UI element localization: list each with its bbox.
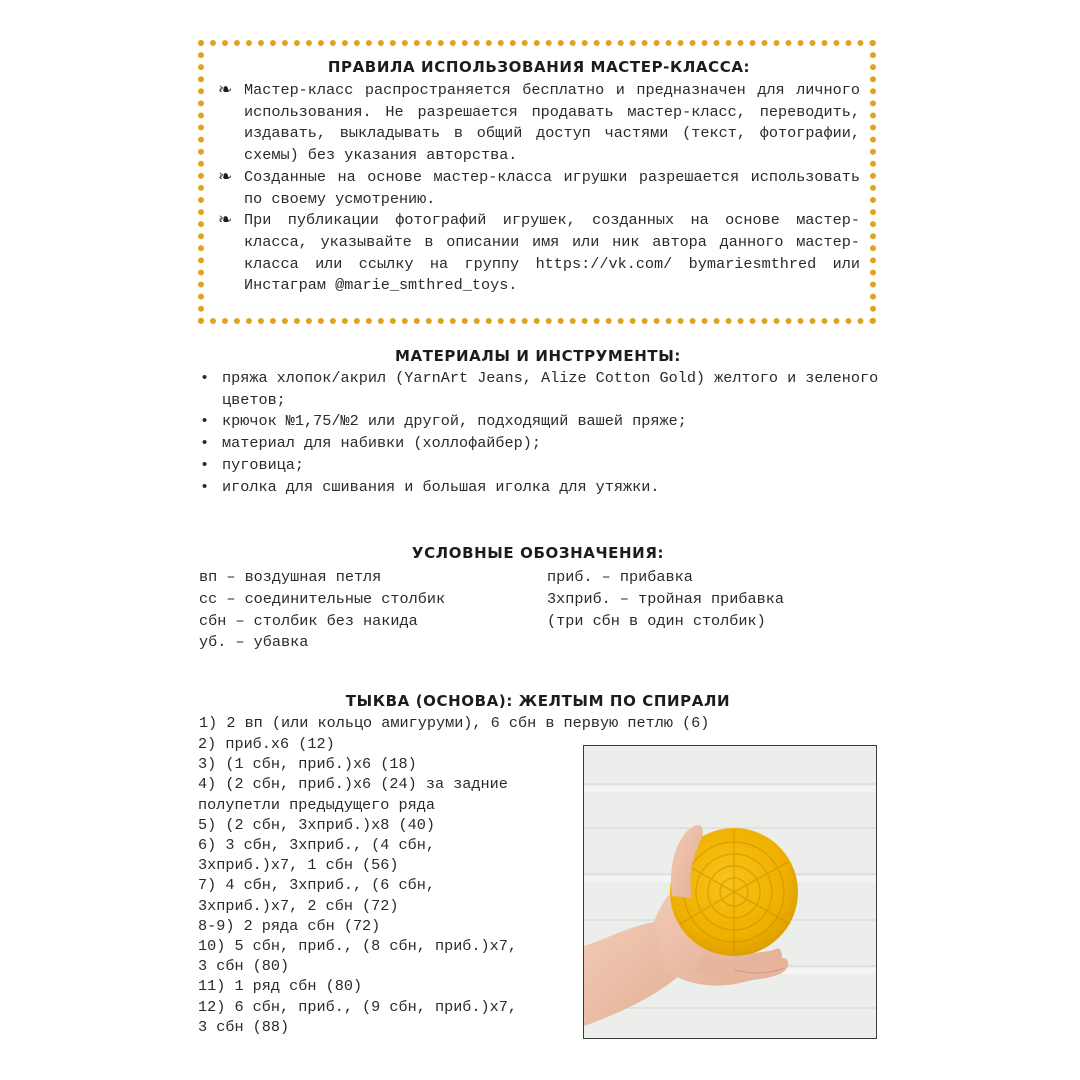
- step-line: 3хприб.)х7, 2 сбн (72): [198, 896, 399, 915]
- list-item: [198, 411, 888, 433]
- fleuron-bullet-icon: ❧: [218, 166, 233, 187]
- materials-title: МАТЕРИАЛЫ И ИНСТРУМЕНТЫ:: [395, 347, 681, 365]
- rule-item: [218, 167, 860, 210]
- bullet-icon: •: [200, 434, 210, 453]
- legend-entry: приб. – прибавка: [547, 568, 693, 586]
- step-line: 3) (1 сбн, приб.)х6 (18): [198, 755, 417, 774]
- legend-right-column: [547, 567, 784, 632]
- step-line: 3хприб.)х7, 1 сбн (56): [198, 856, 399, 875]
- step-line: 6) 3 сбн, 3хприб., (4 сбн,: [198, 836, 435, 855]
- legend-entry: 3хприб. – тройная прибавка: [547, 589, 784, 608]
- step-line: 4) (2 сбн, приб.)х6 (24) за задние: [198, 775, 508, 794]
- materials-list: [198, 368, 888, 498]
- legend-entry: уб. – убавка: [199, 633, 309, 652]
- rule-text: Мастер-класс распространяется бесплатно и предназначен для личного использования. Не разрешается продавать мастер-класс, переводить, издавать, выкладывать в общий доступ частями (текст, фотографии, схемы) без указания авторства.: [244, 81, 860, 165]
- legend-entry: сбн – столбик без накида: [199, 611, 418, 630]
- bullet-icon: •: [200, 412, 210, 431]
- pumpkin-title: ТЫКВА (ОСНОВА): ЖЕЛТЫМ ПО СПИРАЛИ: [345, 692, 731, 710]
- pumpkin-first-step: 1) 2 вп (или кольцо амигуруми), 6 сбн в первую петлю (6): [199, 714, 710, 732]
- crochet-ball-photo: [583, 745, 877, 1039]
- step-line: полупетли предыдущего ряда: [198, 795, 435, 814]
- legend-entry: сс – соединительные столбик: [199, 589, 446, 608]
- step-line: 7) 4 сбн, 3хприб., (6 сбн,: [198, 876, 435, 895]
- fleuron-bullet-icon: ❧: [218, 210, 233, 231]
- material-text: пуговица;: [222, 455, 305, 474]
- list-item: [198, 368, 888, 411]
- step-line: 11) 1 ряд сбн (80): [198, 977, 363, 996]
- list-item: [198, 455, 888, 477]
- material-text: материал для набивки (холлофайбер);: [222, 434, 541, 453]
- legend-entry: вп – воздушная петля: [199, 568, 382, 586]
- legend-left-column: [199, 567, 445, 654]
- rules-dotted-box: [198, 40, 876, 324]
- bullet-icon: •: [200, 369, 210, 387]
- list-item: [198, 433, 888, 455]
- photo-illustration: [584, 746, 876, 1038]
- pumpkin-steps: [198, 734, 578, 1037]
- step-line: 5) (2 сбн, 3хприб.)х8 (40): [198, 815, 435, 834]
- bullet-icon: •: [200, 455, 210, 474]
- rules-title: ПРАВИЛА ИСПОЛЬЗОВАНИЯ МАСТЕР-КЛАССА:: [327, 58, 751, 76]
- step-line: 2) приб.х6 (12): [198, 735, 335, 753]
- rule-text: Созданные на основе мастер-класса игрушки разрешается использовать по своему усмотрению.: [244, 167, 860, 208]
- step-line: 10) 5 сбн, приб., (8 сбн, приб.)х7,: [198, 937, 517, 956]
- rule-item: [218, 80, 860, 167]
- bullet-icon: •: [200, 477, 210, 496]
- legend-title: УСЛОВНЫЕ ОБОЗНАЧЕНИЯ:: [411, 544, 665, 562]
- step-line: 3 сбн (80): [198, 957, 290, 976]
- material-text: иголка для сшивания и большая иголка для утяжки.: [222, 477, 660, 496]
- step-line: 3 сбн (88): [198, 1017, 290, 1036]
- material-text: крючок №1,75/№2 или другой, подходящий вашей пряже;: [222, 412, 687, 431]
- rule-text: При публикации фотографий игрушек, созданных на основе мастер-класса, указывайте в описании имя или ник автора данного мастер-класса или ссылку на группу https://vk.com/ bymariesmthred или Инстаграм @marie_smthred_toys.: [244, 211, 860, 295]
- list-item: [198, 477, 888, 499]
- step-line: 8-9) 2 ряда сбн (72): [198, 916, 381, 935]
- legend-entry: (три сбн в один столбик): [547, 611, 766, 630]
- step-line: 12) 6 сбн, приб., (9 сбн, приб.)х7,: [198, 997, 517, 1016]
- fleuron-bullet-icon: ❧: [218, 80, 233, 100]
- rule-item: [218, 210, 860, 297]
- material-text: пряжа хлопок/акрил (YarnArt Jeans, Alize Cotton Gold) желтого и зеленого цветов;: [222, 369, 879, 409]
